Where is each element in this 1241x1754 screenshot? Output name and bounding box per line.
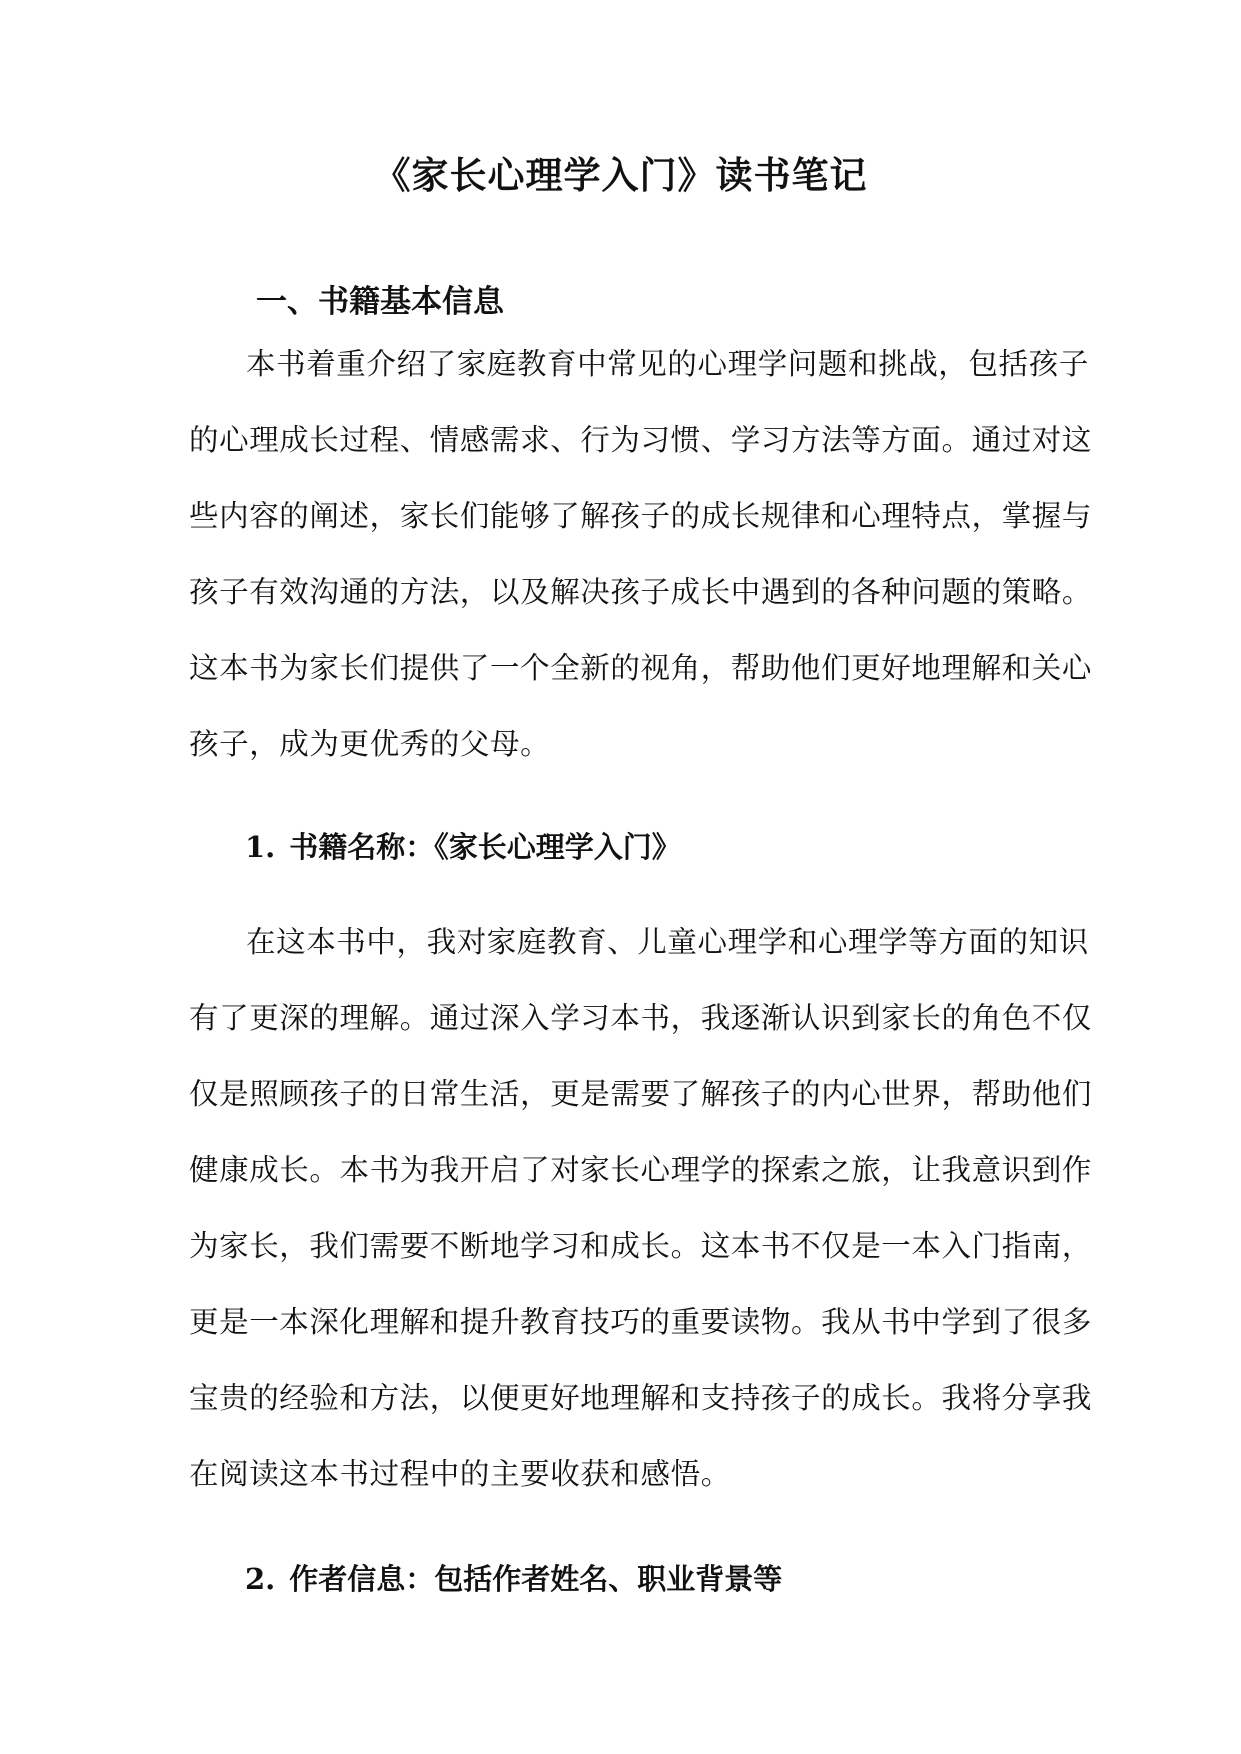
paragraph-line: 更是一本深化理解和提升教育技巧的重要读物。我从书中学到了很多 <box>189 1305 1093 1339</box>
item1-paragraph <box>189 904 1093 1512</box>
section-heading: 一、书籍基本信息 <box>256 284 504 320</box>
paragraph-line: 的心理成长过程、情感需求、行为习惯、学习方法等方面。通过对这 <box>189 423 1093 457</box>
item1-heading-text: 书籍名称：《家长心理学入门》 <box>289 830 681 864</box>
paragraph-line: 这本书为家长们提供了一个全新的视角，帮助他们更好地理解和关心 <box>189 651 1093 685</box>
paragraph-line: 孩子有效沟通的方法，以及解决孩子成长中遇到的各种问题的策略。 <box>189 575 1093 609</box>
item2-heading <box>245 1558 782 1600</box>
paragraph-line: 些内容的阐述，家长们能够了解孩子的成长规律和心理特点，掌握与 <box>189 499 1093 533</box>
item1-heading <box>245 826 681 868</box>
paragraph-line: 仅是照顾孩子的日常生活，更是需要了解孩子的内心世界，帮助他们 <box>189 1077 1093 1111</box>
paragraph-line: 在阅读这本书过程中的主要收获和感悟。 <box>189 1457 731 1491</box>
item2-number: 2. <box>245 1562 276 1596</box>
paragraph-line: 在这本书中，我对家庭教育、儿童心理学和心理学等方面的知识 <box>246 925 1089 959</box>
document-title: 《家长心理学入门》读书笔记 <box>373 153 868 197</box>
paragraph-line: 本书着重介绍了家庭教育中常见的心理学问题和挑战，包括孩子 <box>246 347 1089 381</box>
paragraph-line: 有了更深的理解。通过深入学习本书，我逐渐认识到家长的角色不仅 <box>189 1001 1093 1035</box>
item2-heading-text: 作者信息：包括作者姓名、职业背景等 <box>289 1562 783 1596</box>
paragraph-line: 为家长，我们需要不断地学习和成长。这本书不仅是一本入门指南， <box>189 1229 1093 1263</box>
item1-number: 1. <box>245 830 276 864</box>
paragraph-line: 孩子，成为更优秀的父母。 <box>189 727 551 761</box>
paragraph-line: 健康成长。本书为我开启了对家长心理学的探索之旅，让我意识到作 <box>189 1153 1093 1187</box>
paragraph-line: 宝贵的经验和方法，以便更好地理解和支持孩子的成长。我将分享我 <box>189 1381 1093 1415</box>
intro-paragraph <box>189 326 1093 782</box>
